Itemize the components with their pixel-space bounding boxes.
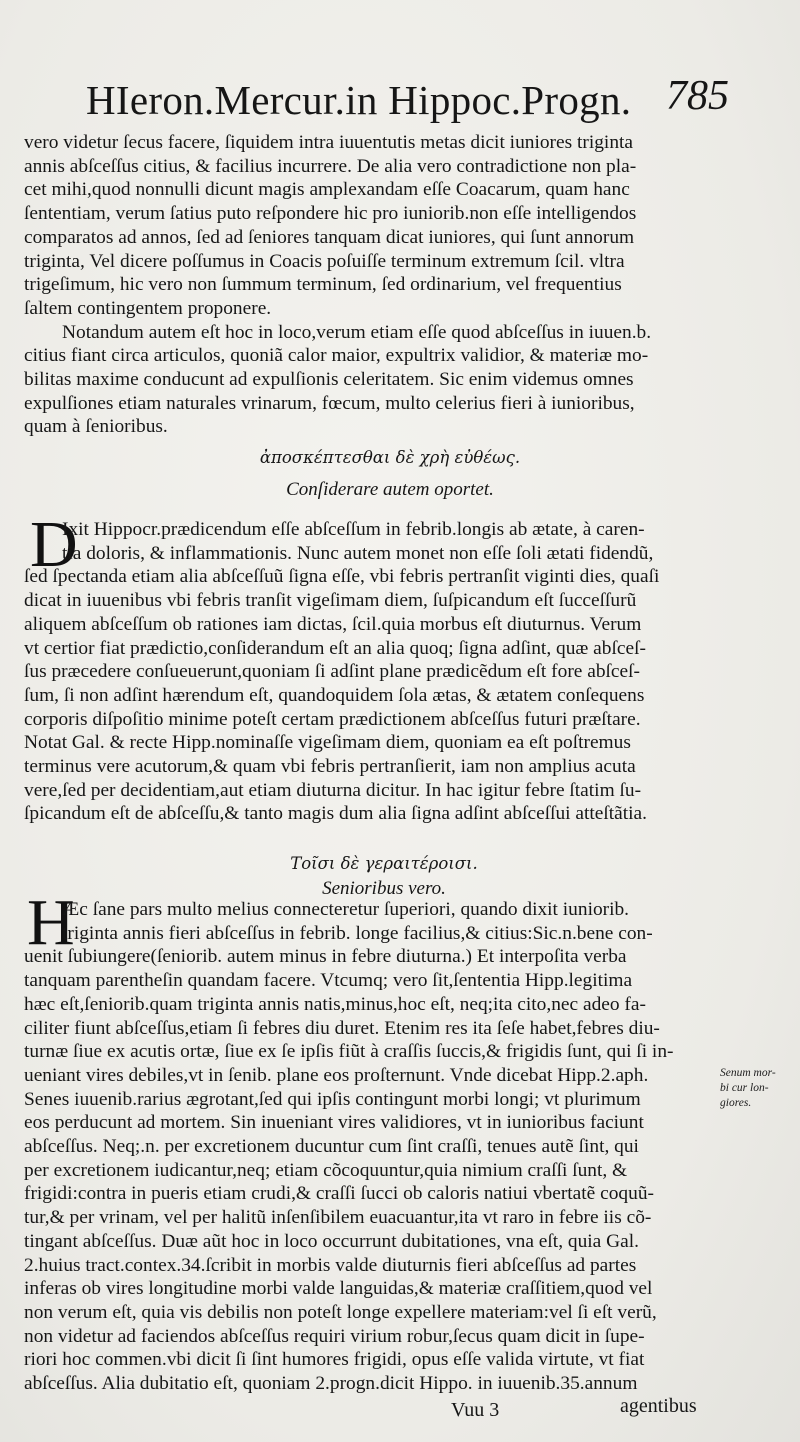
page-header xyxy=(86,73,776,123)
text-line: non videtur ad faciendos abſceſſus requiri virium robur,ſecus quam dicit in ſupe- xyxy=(24,1325,645,1347)
margin-note xyxy=(720,1066,798,1111)
text-line: triginta, Vel dicere poſſumus in Coacis poſuiſſe terminum extremum ſcil. vltra xyxy=(24,250,625,272)
text-line: triginta annis fieri abſceſſus in febrib. longe facilius,& citius:Sic.n.bene con- xyxy=(62,922,653,944)
text-line: cet mihi,quod nonnulli dicunt magis amplexandam eſſe Coacarum, quam hanc xyxy=(24,179,630,201)
text-line: annis abſceſſus citius, & facilius incurrere. De alia vero contradictione non pla- xyxy=(24,155,637,177)
text-line: Æc ſane pars multo melius connecteretur ſuperiori, quando dixit iuniorib. xyxy=(62,899,630,920)
text-line: Senum mor- xyxy=(720,1067,776,1079)
text-line: giores. xyxy=(720,1097,752,1109)
intro-paragraph xyxy=(24,131,718,439)
text-line: tia doloris, & inflammationis. Nunc autem monet non eſſe ſoli ætati fidendũ, xyxy=(62,542,654,564)
text-line: quam à ſenioribus. xyxy=(24,416,168,438)
text-line: riori hoc commen.vbi dicit ſi ſint humores frigidi, opus eſſe valida virtute, vt fiat xyxy=(24,1349,645,1371)
text-line: inferas ob vires longitudine morbi valde languidas,& materiæ craſſitiem,quod vel xyxy=(24,1278,653,1300)
text-line: ſus præcedere conſueuerunt,quoniam ſi adſint plane prædicẽdum eſt fore abſceſ- xyxy=(24,661,640,683)
text-line: ſaltem contingentem proponere. xyxy=(24,297,272,319)
text-line: frigidi:contra in pueris etiam crudi,& craſſi ſucci ob caloris natiui vbertatẽ coquũ- xyxy=(24,1183,654,1205)
text-line: dicat in iuuenibus vbi febris tranſit vigeſimam diem, ſuſpicandum eſt ſucceſſurũ xyxy=(24,590,637,612)
text-line: tur,& per vrinam, vel per halitũ inſenſibilem euacuantur,ita vt raro in febre iis cõ- xyxy=(24,1207,652,1229)
text-line: non verum eſt, quia vis debilis non poteſt longe expellere materiam:vel ſi eſt verũ, xyxy=(24,1301,657,1323)
running-head: HIeron.Mercur.in Hippoc.Progn. xyxy=(86,77,632,123)
text-line: vere,ſed per decidentiam,aut etiam diuturna dicitur. In hac igitur febre ſtatim ſu- xyxy=(24,779,642,801)
text-line: citius fiant circa articulos, quoniã calor maior, expultrix validior, & materiæ mo- xyxy=(24,345,649,367)
lemma-latin-2: Senioribus vero. xyxy=(322,878,446,899)
text-line: terminus vere acutorum,& quam vbi febris pertranſierit, iam non amplius acuta xyxy=(24,756,636,778)
catchword: agentibus xyxy=(620,1395,697,1417)
lemma-latin: Conſiderare autem oportet. xyxy=(286,479,494,500)
text-line: ciliter fiunt abſceſſus,etiam ſi febres diu duret. Etenim res ita ſeſe habet,febres diu- xyxy=(24,1017,660,1039)
text-line: tingant abſceſſus. Duæ aũt hoc in loco occurrunt dubitationes, vna eſt, quia Gal. xyxy=(24,1230,639,1252)
page-number: 785 xyxy=(666,73,729,119)
text-line: corporis diſpoſitio minime poteſt certam prædictionem abſceſſus futuri præſtare. xyxy=(24,708,641,730)
text-line: trigeſimum, hic vero non ſummum terminum, ſed ordinarium, vel frequentius xyxy=(24,274,622,296)
text-line: hæc eſt,ſeniorib.quam triginta annis natis,minus,hoc eſt, neq;ita cito,nec adeo fa- xyxy=(24,993,646,1015)
commentary-paragraph-2 xyxy=(24,898,718,1396)
text-line: Notat Gal. & recte Hipp.nominaſſe vigeſimam diem, quoniam ea eſt poſtremus xyxy=(24,732,631,754)
text-line: ueniant vires debiles,vt in ſenib. plane eos proſternunt. Vnde dicebat Hipp.2.aph. xyxy=(24,1064,649,1086)
lemma-greek-2: Τοῖσι δὲ γεραιτέροισι. xyxy=(290,854,478,873)
text-line: turnæ ſiue ex acutis ortæ, ſiue ex ſe ipſis fiũt à craſſis ſuccis,& frigidis ſunt, qui ſi in- xyxy=(24,1041,674,1063)
text-line: uenit ſubiungere(ſeniorib. autem minus in febre diuturna.) Et interpoſita verba xyxy=(24,946,627,968)
text-line: 2.huius tract.contex.34.ſcribit in morbis valde diuturnis fieri abſceſſus ad partes xyxy=(24,1254,637,1276)
text-line: vero videtur ſecus facere, ſiquidem intra iuuentutis metas dicit iuniores triginta xyxy=(24,132,634,153)
text-line: expulſiones etiam naturales vrinarum, fœcum, multo celerius fieri à iunioribus, xyxy=(24,392,635,414)
drop-cap: D xyxy=(30,508,78,581)
text-line: ſententiam, verum ſatius puto reſpondere hic pro iuniorib.non eſſe intelligendos xyxy=(24,203,637,225)
text-line: Notandum autem eſt hoc in loco,verum etiam eſſe quod abſceſſus in iuuen.b. xyxy=(62,321,652,343)
text-line: abſceſſus. Neq;.n. per excretionem ducuntur cum ſint craſſi, tenues autẽ ſint, qui xyxy=(24,1136,639,1158)
text-line: ſed ſpectanda etiam alia abſceſſuũ ſigna eſſe, vbi febris pertranſit viginti dies, quaſi xyxy=(24,566,660,588)
text-line: abſceſſus. Alia dubitatio eſt, quoniam 2.progn.dicit Hippo. in iuuenib.35.annum xyxy=(24,1373,638,1395)
text-line: vt certior fiat prædictio,conſiderandum eſt an alia quoq; ſigna adſint, quæ abſceſ- xyxy=(24,637,646,659)
text-line: comparatos ad annos, ſed ad ſeniores tanquam dicat iuniores, qui ſunt annorum xyxy=(24,226,635,248)
drop-cap-2: H xyxy=(27,886,75,959)
text-line: Senes iuuenib.rarius ægrotant,ſed qui ipſis contingunt morbi longi; vt plurimum xyxy=(24,1088,641,1110)
text-line: bilitas maxime conducunt ad expulſionis celeritatem. Sic enim videmus omnes xyxy=(24,369,634,391)
text-line: aliquem abſceſſum ob rationes iam dictas, ſcil.quia morbus eſt diuturnus. Verum xyxy=(24,613,642,635)
signature-mark: Vuu 3 xyxy=(451,1399,500,1421)
commentary-paragraph-1 xyxy=(24,518,718,826)
text-line: per excretionem iudicantur,neq; etiam cõcoquuntur,quia nimium craſſi ſunt, & xyxy=(24,1159,628,1181)
text-line: eos perducunt ad mortem. Sin inueniant vires validiores, vt in iunioribus faciunt xyxy=(24,1112,644,1134)
text-line: ſpicandum eſt de abſceſſu,& tanto magis dum alia ſigna adſint abſceſſui atteſtãtia. xyxy=(24,803,647,825)
text-line: bi cur lon- xyxy=(720,1082,769,1094)
text-line: tanquam parentheſin quandam facere. Vtcumq; vero ſit,ſententia Hipp.legitima xyxy=(24,970,633,992)
text-line: Ixit Hippocr.prædicendum eſſe abſceſſum in febrib.longis ab ætate, à caren- xyxy=(62,519,645,540)
text-line: ſum, ſi non adſint hærendum eſt, quandoquidem ſola ætas, & ætatem conſequens xyxy=(24,684,645,706)
lemma-greek: ἀποσκέπτεσθαι δὲ χρὴ εὐθέως. xyxy=(259,448,521,467)
